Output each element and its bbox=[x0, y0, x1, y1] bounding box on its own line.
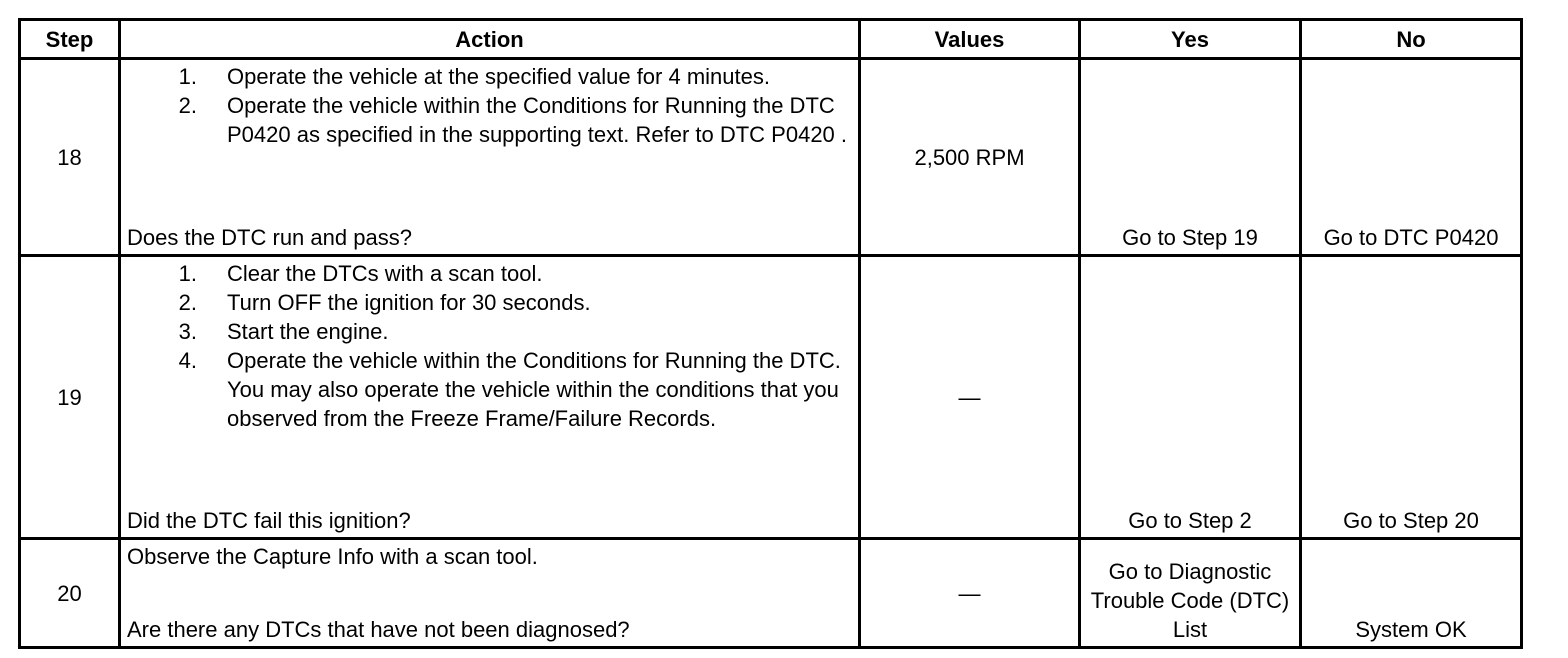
action-step-number: 2. bbox=[178, 290, 197, 315]
header-yes: Yes bbox=[1080, 20, 1301, 59]
table-row-step-18 bbox=[20, 59, 1522, 256]
yes-cell: Go to Step 19 bbox=[1080, 59, 1301, 256]
action-steps-list bbox=[127, 259, 852, 433]
action-step-number: 3. bbox=[178, 319, 197, 344]
action-cell bbox=[120, 539, 860, 648]
action-step-text: Turn OFF the ignition for 30 seconds. bbox=[227, 290, 591, 315]
action-steps-list bbox=[127, 62, 852, 149]
action-step-number: 4. bbox=[178, 348, 197, 373]
action-step bbox=[127, 346, 852, 433]
values-cell: — bbox=[860, 539, 1080, 648]
action-question: Does the DTC run and pass? bbox=[127, 225, 412, 250]
action-step bbox=[127, 62, 852, 91]
action-step-text: Operate the vehicle within the Conditions for Running the DTC. You may also operate the vehicle within the conditions that you observed from the Freeze Frame/Failure Records. bbox=[227, 348, 841, 431]
diagnostic-table-container bbox=[18, 18, 1520, 649]
header-row bbox=[20, 20, 1522, 59]
no-cell: Go to DTC P0420 bbox=[1301, 59, 1522, 256]
action-step-number: 2. bbox=[178, 93, 197, 118]
table-row-step-20 bbox=[20, 539, 1522, 648]
action-step bbox=[127, 317, 852, 346]
no-cell: System OK bbox=[1301, 539, 1522, 648]
action-step bbox=[127, 259, 852, 288]
action-step-text: Start the engine. bbox=[227, 319, 389, 344]
action-step-text: Clear the DTCs with a scan tool. bbox=[227, 261, 543, 286]
header-action: Action bbox=[120, 20, 860, 59]
header-no: No bbox=[1301, 20, 1522, 59]
action-cell bbox=[120, 256, 860, 539]
action-cell bbox=[120, 59, 860, 256]
step-number: 18 bbox=[20, 59, 120, 256]
step-number: 20 bbox=[20, 539, 120, 648]
action-step-text: Operate the vehicle within the Conditions for Running the DTC P0420 as specified in the supporting text. Refer to DTC P0420 . bbox=[227, 93, 848, 147]
table-row-step-19 bbox=[20, 256, 1522, 539]
values-cell: — bbox=[860, 256, 1080, 539]
action-question: Are there any DTCs that have not been diagnosed? bbox=[127, 617, 630, 642]
action-step bbox=[127, 288, 852, 317]
header-step: Step bbox=[20, 20, 120, 59]
action-step-number: 1. bbox=[178, 261, 197, 286]
action-step-text: Operate the vehicle at the specified value for 4 minutes. bbox=[227, 64, 770, 89]
no-cell: Go to Step 20 bbox=[1301, 256, 1522, 539]
yes-cell: Go to Step 2 bbox=[1080, 256, 1301, 539]
action-step bbox=[127, 91, 852, 149]
action-intro: Observe the Capture Info with a scan tool. bbox=[127, 544, 538, 569]
action-question: Did the DTC fail this ignition? bbox=[127, 508, 411, 533]
values-cell: 2,500 RPM bbox=[860, 59, 1080, 256]
header-values: Values bbox=[860, 20, 1080, 59]
yes-cell: Go to Diagnostic Trouble Code (DTC) List bbox=[1080, 539, 1301, 648]
diagnostic-table bbox=[18, 18, 1523, 649]
step-number: 19 bbox=[20, 256, 120, 539]
action-step-number: 1. bbox=[178, 64, 197, 89]
